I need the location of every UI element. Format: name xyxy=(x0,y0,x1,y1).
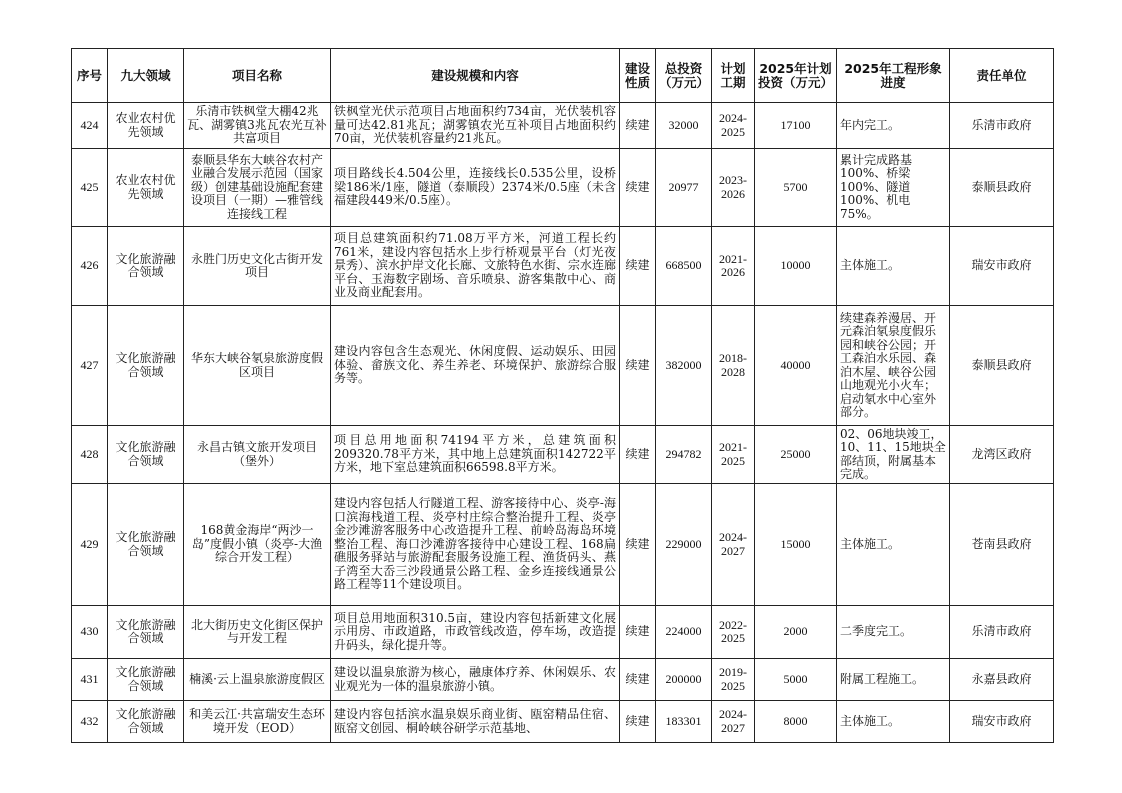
cell-progress2025: 年内完工。 xyxy=(837,103,950,149)
header-content: 建设规模和内容 xyxy=(331,49,620,103)
cell-unit: 泰顺县政府 xyxy=(950,149,1054,227)
cell-name: 168黄金海岸“两沙一岛”度假小镇（炎亭-大渔综合开发工程） xyxy=(184,484,331,606)
table-row xyxy=(72,306,1054,426)
cell-period: 2024-2027 xyxy=(712,484,755,606)
cell-content: 铁枫堂光伏示范项目占地面积约734亩，光伏装机容量可达42.81兆瓦；湖雾镇农光互补项目占地面积约70亩，光伏装机容量约21兆瓦。 xyxy=(331,103,620,149)
cell-seq: 425 xyxy=(72,149,108,227)
header-row xyxy=(72,49,1054,103)
cell-nature: 续建 xyxy=(620,103,656,149)
table-row xyxy=(72,701,1054,743)
cell-period: 2021-2026 xyxy=(712,227,755,306)
cell-name: 楠溪·云上温泉旅游度假区 xyxy=(184,659,331,701)
header-total: 总投资（万元） xyxy=(656,49,712,103)
cell-period: 2024-2025 xyxy=(712,103,755,149)
cell-plan2025: 5000 xyxy=(755,659,837,701)
cell-domain: 农业农村优先领域 xyxy=(108,103,184,149)
cell-plan2025: 25000 xyxy=(755,426,837,484)
cell-total: 382000 xyxy=(656,306,712,426)
table-row xyxy=(72,484,1054,606)
cell-total: 20977 xyxy=(656,149,712,227)
cell-period: 2023-2026 xyxy=(712,149,755,227)
table-row xyxy=(72,149,1054,227)
cell-content: 建设内容包括滨水温泉娱乐商业街、瓯窑精品住宿、瓯窑文创园、桐岭峡谷研学示范基地、 xyxy=(331,701,620,743)
table-row xyxy=(72,659,1054,701)
cell-total: 32000 xyxy=(656,103,712,149)
cell-domain: 农业农村优先领域 xyxy=(108,149,184,227)
cell-seq: 431 xyxy=(72,659,108,701)
header-domain: 九大领域 xyxy=(108,49,184,103)
cell-domain: 文化旅游融合领域 xyxy=(108,659,184,701)
cell-name: 乐清市铁枫堂大棚42兆瓦、湖雾镇3兆瓦农光互补共富项目 xyxy=(184,103,331,149)
cell-total: 200000 xyxy=(656,659,712,701)
cell-domain: 文化旅游融合领域 xyxy=(108,701,184,743)
cell-unit: 苍南县政府 xyxy=(950,484,1054,606)
cell-total: 224000 xyxy=(656,606,712,659)
cell-period: 2024-2027 xyxy=(712,701,755,743)
cell-nature: 续建 xyxy=(620,484,656,606)
header-plan2025: 2025年计划投资（万元） xyxy=(755,49,837,103)
cell-seq: 430 xyxy=(72,606,108,659)
cell-progress2025: 续建森养漫居、开元森泊氡泉度假乐园和峡谷公园；开工森泊水乐园、森泊木屋、峡谷公园山地观光小火车；启动氡水中心室外部分。 xyxy=(837,306,950,426)
table-row xyxy=(72,606,1054,659)
cell-plan2025: 2000 xyxy=(755,606,837,659)
cell-content: 建设内容包含生态观光、休闲度假、运动娱乐、田园体验、畲族文化、养生养老、环境保护、旅游综合服务等。 xyxy=(331,306,620,426)
cell-seq: 429 xyxy=(72,484,108,606)
cell-progress2025: 主体施工。 xyxy=(837,484,950,606)
cell-total: 294782 xyxy=(656,426,712,484)
cell-nature: 续建 xyxy=(620,659,656,701)
project-table xyxy=(71,48,1054,743)
cell-plan2025: 15000 xyxy=(755,484,837,606)
cell-unit: 永嘉县政府 xyxy=(950,659,1054,701)
cell-unit: 瑞安市政府 xyxy=(950,701,1054,743)
cell-name: 永昌古镇文旅开发项目（堡外） xyxy=(184,426,331,484)
header-progress2025: 2025年工程形象进度 xyxy=(837,49,950,103)
cell-domain: 文化旅游融合领域 xyxy=(108,227,184,306)
cell-progress2025: 附属工程施工。 xyxy=(837,659,950,701)
cell-seq: 432 xyxy=(72,701,108,743)
cell-content: 建设内容包括人行隧道工程、游客接待中心、炎亭-海口滨海栈道工程、炎亭村庄综合整治提升工程、炎亭金沙滩游客服务中心改造提升工程、前岭岛海岛环境整治工程、海口沙滩游客接待中心建设工程、168扁礁服务驿站与旅游配套服务设施工程、渔货码头、燕子湾至大岙三沙段通景公路工程、金乡连接线通景公路工程等11个建设项目。 xyxy=(331,484,620,606)
cell-name: 永胜门历史文化古街开发项目 xyxy=(184,227,331,306)
cell-nature: 续建 xyxy=(620,149,656,227)
cell-content: 项目路线长4.504公里，连接线长0.535公里，设桥梁186米/1座，隧道（泰顺段）2374米/0.5座（未含福建段449米/0.5座）。 xyxy=(331,149,620,227)
cell-nature: 续建 xyxy=(620,306,656,426)
header-seq: 序号 xyxy=(72,49,108,103)
cell-plan2025: 17100 xyxy=(755,103,837,149)
cell-domain: 文化旅游融合领域 xyxy=(108,606,184,659)
cell-nature: 续建 xyxy=(620,606,656,659)
cell-seq: 426 xyxy=(72,227,108,306)
header-nature: 建设性质 xyxy=(620,49,656,103)
cell-progress2025: 累计完成路基100%、桥梁100%、隧道100%、机电75%。 xyxy=(837,149,950,227)
cell-unit: 瑞安市政府 xyxy=(950,227,1054,306)
cell-unit: 乐清市政府 xyxy=(950,606,1054,659)
cell-progress2025: 主体施工。 xyxy=(837,227,950,306)
cell-progress2025: 二季度完工。 xyxy=(837,606,950,659)
cell-domain: 文化旅游融合领域 xyxy=(108,306,184,426)
header-name: 项目名称 xyxy=(184,49,331,103)
cell-plan2025: 10000 xyxy=(755,227,837,306)
cell-total: 229000 xyxy=(656,484,712,606)
cell-name: 泰顺县华东大峡谷农村产业融合发展示范园（国家级）创建基础设施配套建设项目（一期）—雅管线连接线工程 xyxy=(184,149,331,227)
cell-period: 2019-2025 xyxy=(712,659,755,701)
cell-total: 183301 xyxy=(656,701,712,743)
cell-nature: 续建 xyxy=(620,426,656,484)
cell-unit: 龙湾区政府 xyxy=(950,426,1054,484)
cell-domain: 文化旅游融合领域 xyxy=(108,484,184,606)
cell-content: 建设以温泉旅游为核心，融康体疗养、休闲娱乐、农业观光为一体的温泉旅游小镇。 xyxy=(331,659,620,701)
cell-period: 2021-2025 xyxy=(712,426,755,484)
cell-name: 北大街历史文化街区保护与开发工程 xyxy=(184,606,331,659)
header-unit: 责任单位 xyxy=(950,49,1054,103)
cell-plan2025: 8000 xyxy=(755,701,837,743)
cell-content: 项目总用地面积310.5亩，建设内容包括新建文化展示用房、市政道路，市政管线改造，停车场，改造提升码头，绿化提升等。 xyxy=(331,606,620,659)
cell-name: 华东大峡谷氡泉旅游度假区项目 xyxy=(184,306,331,426)
table-row xyxy=(72,426,1054,484)
cell-plan2025: 5700 xyxy=(755,149,837,227)
cell-period: 2018-2028 xyxy=(712,306,755,426)
cell-domain: 文化旅游融合领域 xyxy=(108,426,184,484)
table-row xyxy=(72,103,1054,149)
cell-nature: 续建 xyxy=(620,701,656,743)
cell-content: 项目总建筑面积约71.08万平方米，河道工程长约761米，建设内容包括水上步行桥观景平台（灯光夜景秀）、滨水护岸文化长廊、文旅特色水街、宗水连廊平台、玉海数字剧场、音乐喷泉、游客集散中心、商业及商业配套用。 xyxy=(331,227,620,306)
cell-total: 668500 xyxy=(656,227,712,306)
cell-seq: 427 xyxy=(72,306,108,426)
cell-seq: 428 xyxy=(72,426,108,484)
cell-unit: 乐清市政府 xyxy=(950,103,1054,149)
cell-seq: 424 xyxy=(72,103,108,149)
header-period: 计划工期 xyxy=(712,49,755,103)
cell-progress2025: 02、06地块竣工，10、11、15地块全部结顶，附属基本完成。 xyxy=(837,426,950,484)
cell-progress2025: 主体施工。 xyxy=(837,701,950,743)
cell-content: 项目总用地面积74194平方米，总建筑面积209320.78平方米，其中地上总建筑面积142722平方米，地下室总建筑面积66598.8平方米。 xyxy=(331,426,620,484)
cell-name: 和美云江·共富瑞安生态环境开发（EOD） xyxy=(184,701,331,743)
cell-nature: 续建 xyxy=(620,227,656,306)
cell-unit: 泰顺县政府 xyxy=(950,306,1054,426)
table-row xyxy=(72,227,1054,306)
cell-period: 2022-2025 xyxy=(712,606,755,659)
cell-plan2025: 40000 xyxy=(755,306,837,426)
